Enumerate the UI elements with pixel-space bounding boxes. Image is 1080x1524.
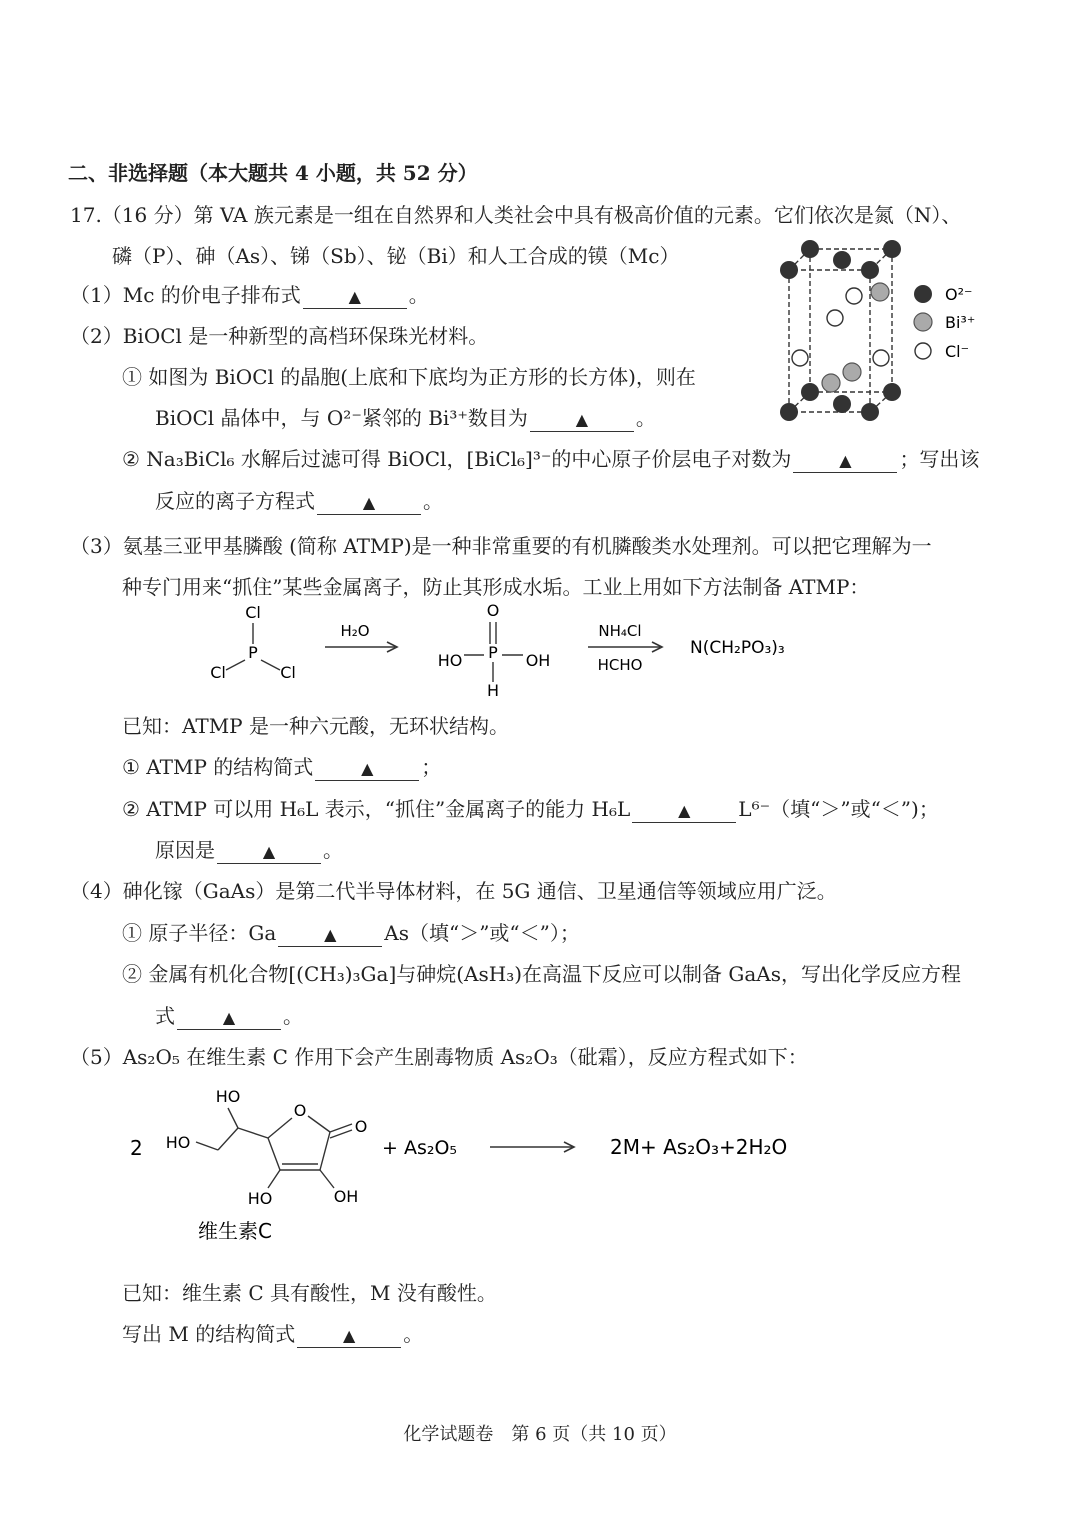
cl-ion: [873, 350, 889, 366]
o2-ion: [833, 251, 851, 269]
answer-blank-5[interactable]: ▲: [315, 758, 419, 781]
q17-part3-known: 已知：ATMP 是一种六元酸，无环状结构。: [122, 714, 509, 738]
vitc-ho-bottom: HO: [247, 1189, 273, 1208]
o2-ion: [861, 403, 879, 421]
bi3-ion: [822, 374, 840, 392]
punct: 。: [423, 489, 443, 513]
legend-cl-swatch: [915, 343, 931, 359]
answer-blank-10[interactable]: ▲: [297, 1325, 401, 1348]
reagent-hcho: HCHO: [597, 656, 643, 674]
o2-ions: [780, 240, 901, 421]
q17-part4-2a: ② 金属有机化合物[(CH₃)₃Ga]与砷烷(AsH₃)在高温下反应可以制备 GaAs，写出化学反应方程: [122, 962, 961, 986]
bond: [320, 1132, 330, 1170]
phosphorous-acid-p: P: [488, 643, 498, 662]
bi3-ion: [843, 363, 861, 381]
phosphorous-acid-o: O: [486, 601, 500, 620]
answer-blank-3[interactable]: ▲: [793, 450, 897, 473]
punct: 。: [403, 1322, 424, 1346]
bond: [268, 1138, 280, 1170]
legend-cl-label: Cl⁻: [945, 342, 970, 361]
q17-part1: [70, 282, 429, 309]
punct: 。: [283, 1004, 303, 1028]
q17-intro-line2: 磷（P）、砷（As）、锑（Sb）、铋（Bi）和人工合成的镆（Mc）: [112, 244, 680, 268]
bond: [261, 660, 280, 670]
reagent-nh4cl: NH₄Cl: [598, 622, 642, 640]
q17-part3-2a: [122, 796, 939, 823]
answer-blank-6[interactable]: ▲: [632, 800, 736, 823]
vitc-carbonyl-o: O: [354, 1117, 368, 1136]
q17-part4-1: [122, 920, 580, 947]
o2-ion: [883, 383, 901, 401]
q17-part3-2b-text: 原因是: [155, 838, 215, 862]
bond: [218, 1128, 238, 1150]
q17-part2-1b: [155, 405, 656, 432]
punct: ；写出该: [899, 447, 980, 471]
q17-part3-2a-text: ② ATMP 可以用 H₆L 表示，“抓住”金属离子的能力 H₆L: [122, 797, 631, 821]
q17-part5-known: 已知：维生素 C 具有酸性，M 没有酸性。: [122, 1281, 497, 1305]
phosphorous-acid-h: H: [486, 681, 500, 700]
q17-part2-1b-text: BiOCl 晶体中，与 O²⁻紧邻的 Bi³⁺数目为: [155, 406, 528, 430]
q17-part5-ask-text: 写出 M 的结构简式: [122, 1322, 296, 1346]
phosphorous-acid-ho: HO: [437, 651, 463, 670]
q17-part3-1-text: ① ATMP 的结构简式: [122, 755, 314, 779]
q17-part2-2a-text: ② Na₃BiCl₆ 水解后过滤可得 BiOCl，[BiCl₆]³⁻的中心原子价层电子对数为: [122, 447, 792, 471]
phosphorous-acid-oh: OH: [525, 651, 551, 670]
punct: 。: [323, 838, 343, 862]
bond: [238, 1128, 268, 1138]
q17-part5: （5）As₂O₅ 在维生素 C 作用下会产生剧毒物质 As₂O₃（砒霜），反应方程式如下：: [70, 1045, 808, 1069]
answer-blank-2[interactable]: ▲: [530, 409, 634, 432]
o2-ion: [801, 383, 819, 401]
o2-ion: [780, 403, 798, 421]
bond: [320, 1170, 334, 1188]
q17-part2-2b: [155, 488, 443, 515]
products: 2M+ As₂O₃+2H₂O: [610, 1135, 788, 1159]
legend-bi3-label: Bi³⁺: [945, 313, 976, 332]
legend-o2-label: O²⁻: [945, 285, 973, 304]
bond: [196, 1142, 218, 1150]
o2-ion: [861, 261, 879, 279]
pcl3-cl-right: Cl: [280, 663, 296, 682]
bi3-ion: [871, 283, 889, 301]
q17-part3-2a-tail: L⁶⁻（填“＞”或“＜”)；: [738, 797, 939, 821]
bond: [228, 1108, 238, 1128]
cl-ion: [827, 310, 843, 326]
vitc-ho-top: HO: [215, 1087, 241, 1106]
q17-part4-2b: [155, 1003, 303, 1030]
answer-blank-7[interactable]: ▲: [217, 841, 321, 864]
pcl3-p: P: [248, 643, 258, 662]
q17-part2: （2）BiOCl 是一种新型的高档环保珠光材料。: [70, 324, 489, 348]
answer-blank-1[interactable]: ▲: [303, 286, 407, 309]
reaction-scheme-atmp: [190, 598, 810, 702]
reaction-scheme-vitamin-c: [120, 1080, 820, 1250]
coefficient: 2: [130, 1136, 143, 1160]
cl-ion: [792, 350, 808, 366]
punct: 。: [635, 406, 656, 430]
page-footer: 化学试题卷 第 6 页（共 10 页）: [403, 1424, 677, 1445]
vitc-oh-bottom: OH: [333, 1187, 359, 1206]
q17-part2-1a: ① 如图为 BiOCl 的晶胞(上底和下底均为正方形的长方体)，则在: [122, 365, 696, 389]
q17-part2-2b-text: 反应的离子方程式: [155, 489, 315, 513]
answer-blank-8[interactable]: ▲: [278, 924, 382, 947]
product-atmp: N(CH₂PO₃)₃: [690, 638, 785, 658]
bond: [308, 1116, 330, 1132]
q17-part3b: 种专门用来“抓住”某些金属离子，防止其形成水垢。工业上用如下方法制备 ATMP：: [122, 575, 870, 599]
o2-ion: [801, 240, 819, 258]
q17-part1-text: （1）Mc 的价电子排布式: [70, 283, 301, 307]
crystal-cell-diagram: [770, 232, 1000, 432]
o2-ion: [883, 240, 901, 258]
vitc-ho-left: HO: [165, 1133, 191, 1152]
q17-part4-1-text: ① 原子半径：Ga: [122, 921, 277, 945]
answer-blank-4[interactable]: ▲: [317, 492, 421, 515]
o2-ion: [780, 261, 798, 279]
reagent-h2o: H₂O: [340, 622, 370, 640]
reactant-as2o5: + As₂O₅: [382, 1137, 458, 1159]
section-title: 二、非选择题（本大题共 4 小题，共 52 分）: [68, 161, 478, 185]
q17-part3a: （3）氨基三亚甲基膦酸 (简称 ATMP)是一种非常重要的有机膦酸类水处理剂。可以把它理解为一: [70, 534, 932, 558]
q17-part4: （4）砷化镓（GaAs）是第二代半导体材料，在 5G 通信、卫星通信等领域应用广泛。: [70, 879, 837, 903]
answer-blank-9[interactable]: ▲: [177, 1007, 281, 1030]
punct: ；: [421, 755, 442, 779]
pcl3-cl-left: Cl: [210, 663, 226, 682]
vitc-ring-o: O: [293, 1101, 307, 1120]
q17-part2-2a: [122, 446, 979, 473]
q17-part3-1: [122, 754, 441, 781]
q17-part5-ask: [122, 1321, 423, 1348]
cl-ion: [846, 288, 862, 304]
q17-intro-line1: 17.（16 分）第 VA 族元素是一组在自然界和人类社会中具有极高价值的元素。它们依次是氮（N）、: [70, 203, 962, 227]
q17-part4-2b-text: 式: [155, 1004, 175, 1028]
bond: [268, 1118, 292, 1138]
bond: [226, 660, 245, 670]
q17-part3-2b: [155, 837, 343, 864]
punct: 。: [408, 283, 429, 307]
bond: [268, 1170, 280, 1188]
vitamin-c-label: 维生素C: [198, 1219, 272, 1243]
legend-o2-swatch: [914, 285, 932, 303]
q17-part4-1-tail: As（填“＞”或“＜”）；: [384, 921, 580, 945]
legend-bi3-swatch: [914, 313, 932, 331]
pcl3-cl-top: Cl: [245, 603, 261, 622]
o2-ion: [833, 395, 851, 413]
